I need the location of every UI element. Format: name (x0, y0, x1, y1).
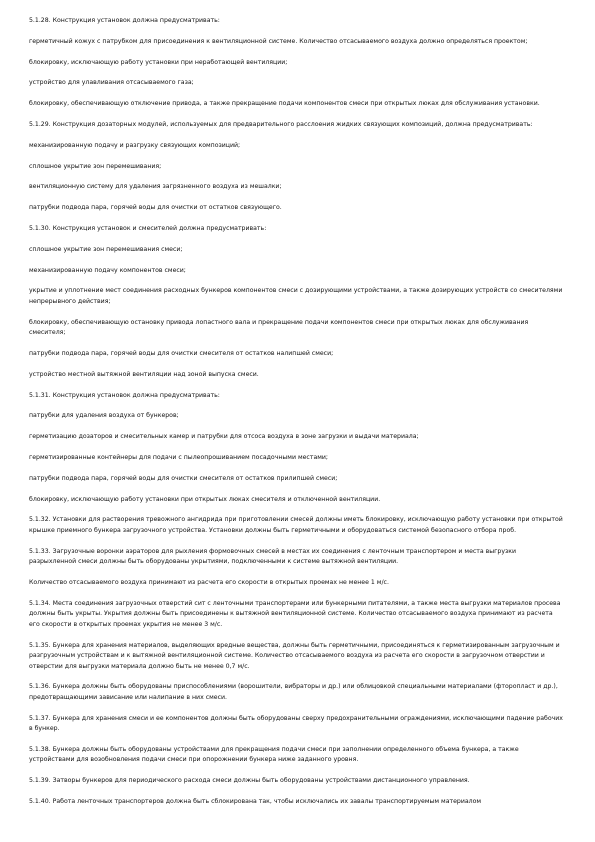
paragraph: патрубки подвода пара, горячей воды для очистки смесителя от остатков налипшей смеси; (29, 349, 334, 357)
paragraph: 5.1.30. Конструкция установок и смесителей должна предусматривать: (29, 224, 267, 232)
paragraph: Количество отсасываемого воздуха принимают из расчета его скорости в открытых проемах не менее 1 м/с. (29, 578, 389, 586)
paragraph: блокировку, обеспечивающую отключение привода, а также прекращение подачи компонентов смеси при открытых люках для обслуживания установки. (29, 100, 540, 108)
paragraph: патрубки для удаления воздуха от бункеров; (29, 412, 179, 420)
paragraph: 5.1.37. Бункера для хранения смеси и ее компонентов должны быть оборудованы сверху предохранительными ограждениями, исключающими падение рабочих в бункер. (29, 714, 563, 733)
paragraph: 5.1.39. Затворы бункеров для периодического расхода смеси должны быть оборудованы устройствами дистанционного управления. (29, 777, 470, 785)
paragraph: сплошное укрытие зон перемешивания; (29, 162, 162, 170)
paragraph: 5.1.32. Установки для растворения тревожного ангидрида при приготовлении смесей должны иметь блокировку, исключающую работу установки при открытой крышке приемного бункера загрузочного устройства. Установки должны быть герметичными и оборудоваться системой безопасного отбора проб. (29, 516, 563, 534)
paragraph: патрубки подвода пара, горячей воды для очистки от остатков связующего. (29, 204, 282, 212)
paragraph: устройство для улавливания отсасываемого газа; (29, 79, 194, 87)
paragraph: сплошное укрытие зон перемешивания смеси; (29, 245, 183, 253)
paragraph: устройство местной вытяжной вентиляции над зоной выпуска смеси. (29, 370, 259, 378)
paragraph: патрубки подвода пара, горячей воды для очистки смесителя от остатков прилипшей смеси; (29, 474, 338, 482)
document-body (29, 16, 565, 818)
paragraph: 5.1.36. Бункера должны быть оборудованы приспособлениями (ворошители, вибраторы и др.) или облицовкой специальными материалами (фторопласт и др.), предотвращающими зависание или налипание в них смеси. (29, 683, 558, 701)
paragraph: 5.1.29. Конструкция дозаторных модулей, используемых для предварительного расслоения жидких связующих композиций, должна предусматривать: (29, 120, 533, 128)
paragraph: герметичный кожух с патрубком для присоединения к вентиляционной системе. Количество отсасываемого воздуха должно определяться проектом; (29, 37, 528, 45)
paragraph: механизированную подачу компонентов смеси; (29, 266, 186, 274)
paragraph: герметизированные контейнеры для подачи с пылеопрошиванием посадочными местами; (29, 453, 329, 461)
paragraph: укрытие и уплотнение мест соединения расходных бункеров компонентов смеси с дозирующими устройствами, а также дозирующих устройств со смесителями непрерывного действия; (29, 287, 563, 305)
paragraph: 5.1.28. Конструкция установок должна предусматривать: (29, 17, 220, 24)
paragraph: блокировку, исключающую работу установки при открытых люках смесителя и отключенной вентиляции. (29, 495, 381, 503)
paragraph: 5.1.40. Работа ленточных транспортеров должна быть сблокирована так, чтобы исключались их завалы транспортируемым материалом (29, 798, 482, 805)
paragraph: блокировку, исключающую работу установки при неработающей вентиляции; (29, 58, 288, 66)
paragraph: 5.1.33. Загрузочные воронки аэраторов для рыхления формовочных смесей в местах их соединения с ленточным транспортером и места выгрузки разрыхленной смеси должны быть оборудованы укрытиями, подключенными к системе вытяжной вентиляции. (29, 547, 517, 566)
paragraph: 5.1.31. Конструкция установок должна предусматривать: (29, 391, 220, 399)
paragraph: механизированную подачу и разгрузку связующих композиций; (29, 141, 241, 149)
paragraph: 5.1.34. Места соединения загрузочных отверстий сит с ленточными транспортерами или бункерными питателями, а также места выгрузки материалов просева должны быть укрыты. Укрытия должны быть присоединены к вытяжной вентиляционной системе. Количество отсасываемого воздуха принимают из расчета его скорости в открытых проемах укрытия не менее 3 м/с. (29, 599, 561, 628)
paragraph: вентиляционную систему для удаления загрязненного воздуха из мешалки; (29, 183, 282, 191)
paragraph: герметизацию дозаторов и смесительных камер и патрубки для отсоса воздуха в зоне загрузки и выдачи материала; (29, 433, 419, 441)
paragraph: 5.1.35. Бункера для хранения материалов, выделяющих вредные вещества, должны быть герметичными, присоединяться к герметизированным загрузочным и разгрузочным устройствам и к вытяжной вентиляционной системе. Количество отсасываемого воздуха из расчета его скорости в загрузочном отверстии и отверстии для выгрузки материала должно быть не менее 0,7 м/с. (29, 641, 560, 670)
paragraph: 5.1.38. Бункера должны быть оборудованы устройствами для прекращения подачи смеси при заполнении определенного объема бункера, а также устройствами для возобновления подачи смеси при опорожнении бункера ниже заданного уровня. (29, 745, 519, 764)
paragraph: блокировку, обеспечивающую остановку привода лопастного вала и прекращение подачи компонентов смеси при открытых люках для обслуживания смесителя; (29, 318, 529, 337)
